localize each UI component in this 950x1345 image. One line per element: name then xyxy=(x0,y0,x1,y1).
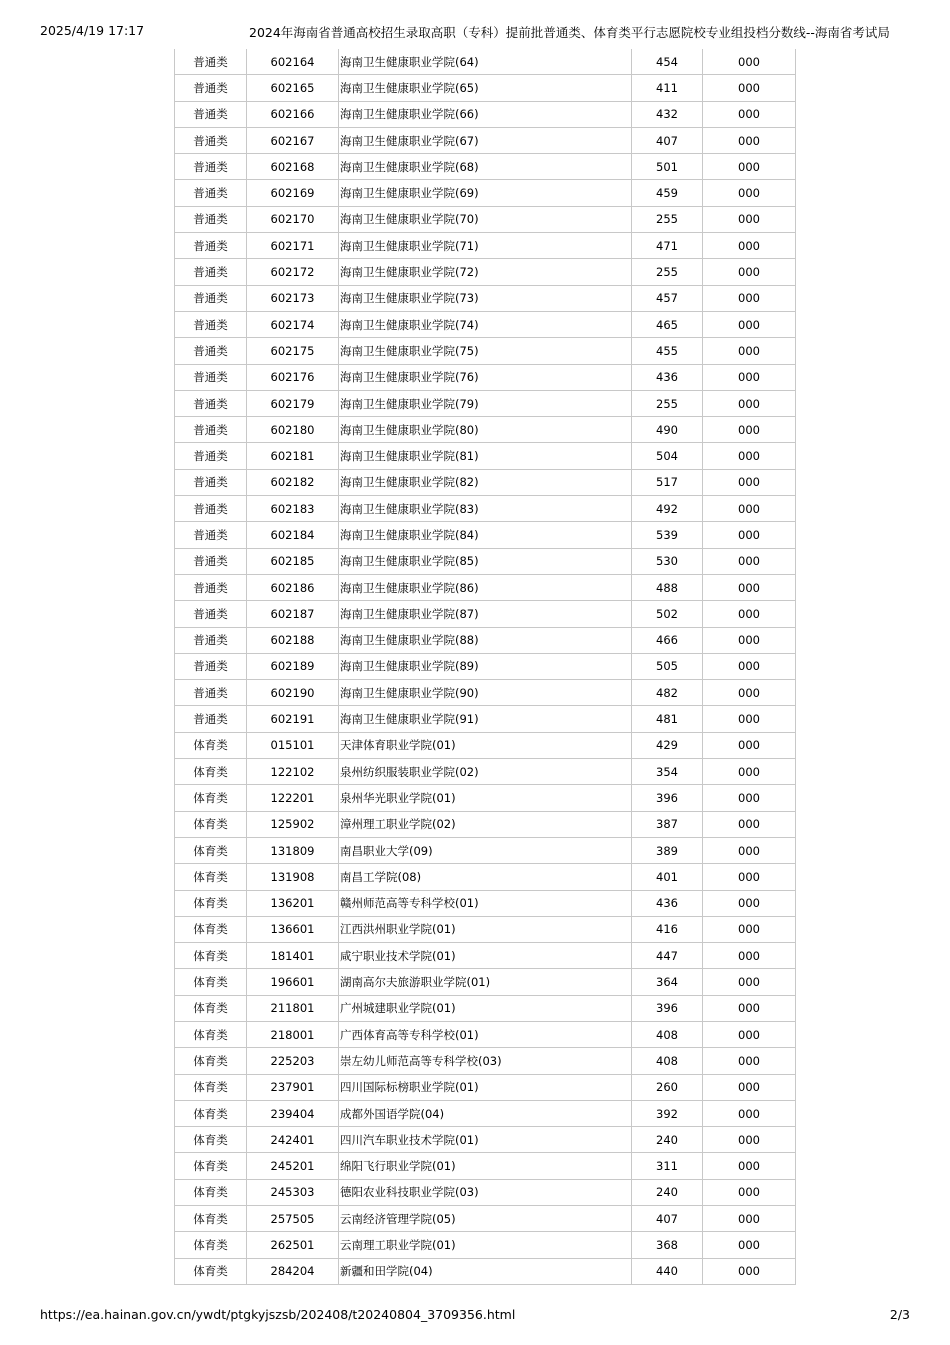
table-row xyxy=(175,943,796,969)
table-body xyxy=(175,49,796,1284)
table-row xyxy=(175,706,796,732)
rank-cell: 000 xyxy=(703,338,796,364)
rank-cell: 000 xyxy=(703,943,796,969)
rank-cell: 000 xyxy=(703,1258,796,1284)
school-name-cell: 泉州华光职业学院(01) xyxy=(339,785,632,811)
score-cell: 471 xyxy=(632,233,703,259)
score-cell: 466 xyxy=(632,627,703,653)
score-cell: 504 xyxy=(632,443,703,469)
group-code-cell: 131809 xyxy=(247,837,339,863)
category-cell: 体育类 xyxy=(175,1074,247,1100)
rank-cell: 000 xyxy=(703,548,796,574)
group-code-cell: 602185 xyxy=(247,548,339,574)
rank-cell: 000 xyxy=(703,1048,796,1074)
rank-cell: 000 xyxy=(703,916,796,942)
category-cell: 体育类 xyxy=(175,1179,247,1205)
school-name-cell: 成都外国语学院(04) xyxy=(339,1100,632,1126)
group-code-cell: 602176 xyxy=(247,364,339,390)
school-name-cell: 新疆和田学院(04) xyxy=(339,1258,632,1284)
score-cell: 501 xyxy=(632,154,703,180)
table-row xyxy=(175,732,796,758)
school-name-cell: 海南卫生健康职业学院(91) xyxy=(339,706,632,732)
school-name-cell: 海南卫生健康职业学院(69) xyxy=(339,180,632,206)
group-code-cell: 245303 xyxy=(247,1179,339,1205)
score-cell: 392 xyxy=(632,1100,703,1126)
rank-cell: 000 xyxy=(703,837,796,863)
group-code-cell: 602188 xyxy=(247,627,339,653)
category-cell: 普通类 xyxy=(175,338,247,364)
score-cell: 354 xyxy=(632,759,703,785)
category-cell: 普通类 xyxy=(175,127,247,153)
school-name-cell: 海南卫生健康职业学院(88) xyxy=(339,627,632,653)
school-name-cell: 云南理工职业学院(01) xyxy=(339,1232,632,1258)
group-code-cell: 602183 xyxy=(247,496,339,522)
group-code-cell: 602170 xyxy=(247,206,339,232)
score-cell: 488 xyxy=(632,574,703,600)
school-name-cell: 海南卫生健康职业学院(73) xyxy=(339,285,632,311)
score-cell: 429 xyxy=(632,732,703,758)
score-cell: 492 xyxy=(632,496,703,522)
page-url: https://ea.hainan.gov.cn/ywdt/ptgkyjszsb/202408/t20240804_3709356.html xyxy=(40,1307,516,1322)
school-name-cell: 天津体育职业学院(01) xyxy=(339,732,632,758)
category-cell: 体育类 xyxy=(175,1206,247,1232)
score-cell: 505 xyxy=(632,653,703,679)
table-row xyxy=(175,1153,796,1179)
group-code-cell: 196601 xyxy=(247,969,339,995)
group-code-cell: 602191 xyxy=(247,706,339,732)
group-code-cell: 602184 xyxy=(247,522,339,548)
table-row xyxy=(175,417,796,443)
table-row xyxy=(175,496,796,522)
school-name-cell: 广州城建职业学院(01) xyxy=(339,995,632,1021)
school-name-cell: 漳州理工职业学院(02) xyxy=(339,811,632,837)
category-cell: 普通类 xyxy=(175,49,247,75)
category-cell: 普通类 xyxy=(175,706,247,732)
school-name-cell: 海南卫生健康职业学院(72) xyxy=(339,259,632,285)
category-cell: 普通类 xyxy=(175,443,247,469)
score-cell: 440 xyxy=(632,1258,703,1284)
group-code-cell: 602187 xyxy=(247,601,339,627)
category-cell: 体育类 xyxy=(175,1100,247,1126)
table-row xyxy=(175,680,796,706)
group-code-cell: 015101 xyxy=(247,732,339,758)
table-row xyxy=(175,1100,796,1126)
school-name-cell: 海南卫生健康职业学院(81) xyxy=(339,443,632,469)
rank-cell: 000 xyxy=(703,995,796,1021)
rank-cell: 000 xyxy=(703,443,796,469)
score-cell: 368 xyxy=(632,1232,703,1258)
score-cell: 364 xyxy=(632,969,703,995)
score-cell: 311 xyxy=(632,1153,703,1179)
school-name-cell: 海南卫生健康职业学院(70) xyxy=(339,206,632,232)
table-row xyxy=(175,49,796,75)
group-code-cell: 602190 xyxy=(247,680,339,706)
table-row xyxy=(175,969,796,995)
table-row xyxy=(175,75,796,101)
group-code-cell: 211801 xyxy=(247,995,339,1021)
category-cell: 普通类 xyxy=(175,496,247,522)
school-name-cell: 咸宁职业技术学院(01) xyxy=(339,943,632,969)
table-row xyxy=(175,154,796,180)
category-cell: 普通类 xyxy=(175,101,247,127)
group-code-cell: 122201 xyxy=(247,785,339,811)
rank-cell: 000 xyxy=(703,680,796,706)
rank-cell: 000 xyxy=(703,653,796,679)
category-cell: 体育类 xyxy=(175,759,247,785)
rank-cell: 000 xyxy=(703,75,796,101)
admission-score-table xyxy=(174,49,796,1285)
category-cell: 普通类 xyxy=(175,522,247,548)
group-code-cell: 602179 xyxy=(247,390,339,416)
table-row xyxy=(175,233,796,259)
table-row xyxy=(175,338,796,364)
category-cell: 体育类 xyxy=(175,1232,247,1258)
table-row xyxy=(175,522,796,548)
score-cell: 454 xyxy=(632,49,703,75)
score-cell: 490 xyxy=(632,417,703,443)
score-cell: 517 xyxy=(632,469,703,495)
score-cell: 455 xyxy=(632,338,703,364)
score-cell: 401 xyxy=(632,864,703,890)
score-cell: 457 xyxy=(632,285,703,311)
category-cell: 体育类 xyxy=(175,837,247,863)
category-cell: 普通类 xyxy=(175,206,247,232)
score-cell: 240 xyxy=(632,1179,703,1205)
school-name-cell: 海南卫生健康职业学院(76) xyxy=(339,364,632,390)
group-code-cell: 602181 xyxy=(247,443,339,469)
print-datetime: 2025/4/19 17:17 xyxy=(40,23,145,38)
school-name-cell: 四川国际标榜职业学院(01) xyxy=(339,1074,632,1100)
table-row xyxy=(175,1206,796,1232)
category-cell: 体育类 xyxy=(175,1127,247,1153)
table-row xyxy=(175,180,796,206)
school-name-cell: 德阳农业科技职业学院(03) xyxy=(339,1179,632,1205)
category-cell: 普通类 xyxy=(175,390,247,416)
table-row xyxy=(175,390,796,416)
page-title: 2024年海南省普通高校招生录取高职（专科）提前批普通类、体育类平行志愿院校专业组投档分数线--海南省考试局 xyxy=(249,25,890,40)
table-row xyxy=(175,890,796,916)
group-code-cell: 131908 xyxy=(247,864,339,890)
rank-cell: 000 xyxy=(703,364,796,390)
rank-cell: 000 xyxy=(703,496,796,522)
table-row xyxy=(175,574,796,600)
table-row xyxy=(175,916,796,942)
rank-cell: 000 xyxy=(703,49,796,75)
group-code-cell: 602173 xyxy=(247,285,339,311)
group-code-cell: 239404 xyxy=(247,1100,339,1126)
group-code-cell: 284204 xyxy=(247,1258,339,1284)
school-name-cell: 海南卫生健康职业学院(86) xyxy=(339,574,632,600)
table-row xyxy=(175,469,796,495)
group-code-cell: 602165 xyxy=(247,75,339,101)
category-cell: 体育类 xyxy=(175,1153,247,1179)
score-cell: 260 xyxy=(632,1074,703,1100)
score-cell: 436 xyxy=(632,364,703,390)
rank-cell: 000 xyxy=(703,1074,796,1100)
category-cell: 体育类 xyxy=(175,864,247,890)
rank-cell: 000 xyxy=(703,390,796,416)
rank-cell: 000 xyxy=(703,732,796,758)
rank-cell: 000 xyxy=(703,127,796,153)
table-row xyxy=(175,364,796,390)
category-cell: 体育类 xyxy=(175,1048,247,1074)
school-name-cell: 崇左幼儿师范高等专科学校(03) xyxy=(339,1048,632,1074)
score-cell: 387 xyxy=(632,811,703,837)
table-row xyxy=(175,548,796,574)
score-cell: 530 xyxy=(632,548,703,574)
group-code-cell: 257505 xyxy=(247,1206,339,1232)
table-row xyxy=(175,1127,796,1153)
table-row xyxy=(175,1048,796,1074)
rank-cell: 000 xyxy=(703,259,796,285)
category-cell: 普通类 xyxy=(175,233,247,259)
school-name-cell: 海南卫生健康职业学院(90) xyxy=(339,680,632,706)
group-code-cell: 602166 xyxy=(247,101,339,127)
score-cell: 396 xyxy=(632,995,703,1021)
group-code-cell: 122102 xyxy=(247,759,339,785)
group-code-cell: 245201 xyxy=(247,1153,339,1179)
category-cell: 普通类 xyxy=(175,601,247,627)
group-code-cell: 602164 xyxy=(247,49,339,75)
school-name-cell: 海南卫生健康职业学院(83) xyxy=(339,496,632,522)
rank-cell: 000 xyxy=(703,601,796,627)
group-code-cell: 237901 xyxy=(247,1074,339,1100)
category-cell: 普通类 xyxy=(175,75,247,101)
category-cell: 普通类 xyxy=(175,180,247,206)
rank-cell: 000 xyxy=(703,706,796,732)
table-row xyxy=(175,1258,796,1284)
score-cell: 407 xyxy=(632,1206,703,1232)
school-name-cell: 云南经济管理学院(05) xyxy=(339,1206,632,1232)
group-code-cell: 602174 xyxy=(247,311,339,337)
score-cell: 465 xyxy=(632,311,703,337)
category-cell: 普通类 xyxy=(175,417,247,443)
table-row xyxy=(175,285,796,311)
table-row xyxy=(175,259,796,285)
score-cell: 389 xyxy=(632,837,703,863)
group-code-cell: 602175 xyxy=(247,338,339,364)
rank-cell: 000 xyxy=(703,1232,796,1258)
table-row xyxy=(175,995,796,1021)
rank-cell: 000 xyxy=(703,469,796,495)
school-name-cell: 海南卫生健康职业学院(67) xyxy=(339,127,632,153)
table-row xyxy=(175,811,796,837)
category-cell: 普通类 xyxy=(175,154,247,180)
rank-cell: 000 xyxy=(703,969,796,995)
score-cell: 255 xyxy=(632,206,703,232)
table-row xyxy=(175,837,796,863)
category-cell: 普通类 xyxy=(175,574,247,600)
rank-cell: 000 xyxy=(703,180,796,206)
score-cell: 482 xyxy=(632,680,703,706)
school-name-cell: 海南卫生健康职业学院(75) xyxy=(339,338,632,364)
rank-cell: 000 xyxy=(703,285,796,311)
score-cell: 408 xyxy=(632,1048,703,1074)
table-row xyxy=(175,127,796,153)
group-code-cell: 602189 xyxy=(247,653,339,679)
group-code-cell: 125902 xyxy=(247,811,339,837)
rank-cell: 000 xyxy=(703,1153,796,1179)
page-number: 2/3 xyxy=(889,1307,910,1322)
score-cell: 539 xyxy=(632,522,703,548)
score-cell: 255 xyxy=(632,259,703,285)
school-name-cell: 泉州纺织服装职业学院(02) xyxy=(339,759,632,785)
score-cell: 255 xyxy=(632,390,703,416)
rank-cell: 000 xyxy=(703,1100,796,1126)
category-cell: 普通类 xyxy=(175,364,247,390)
rank-cell: 000 xyxy=(703,233,796,259)
category-cell: 普通类 xyxy=(175,311,247,337)
rank-cell: 000 xyxy=(703,1179,796,1205)
category-cell: 普通类 xyxy=(175,285,247,311)
school-name-cell: 海南卫生健康职业学院(87) xyxy=(339,601,632,627)
school-name-cell: 绵阳飞行职业学院(01) xyxy=(339,1153,632,1179)
rank-cell: 000 xyxy=(703,101,796,127)
table-row xyxy=(175,311,796,337)
rank-cell: 000 xyxy=(703,811,796,837)
rank-cell: 000 xyxy=(703,1021,796,1047)
group-code-cell: 602168 xyxy=(247,154,339,180)
category-cell: 普通类 xyxy=(175,548,247,574)
rank-cell: 000 xyxy=(703,1206,796,1232)
category-cell: 体育类 xyxy=(175,785,247,811)
group-code-cell: 136601 xyxy=(247,916,339,942)
school-name-cell: 海南卫生健康职业学院(64) xyxy=(339,49,632,75)
table-row xyxy=(175,1074,796,1100)
category-cell: 普通类 xyxy=(175,469,247,495)
category-cell: 普通类 xyxy=(175,259,247,285)
school-name-cell: 赣州师范高等专科学校(01) xyxy=(339,890,632,916)
score-cell: 459 xyxy=(632,180,703,206)
group-code-cell: 602169 xyxy=(247,180,339,206)
category-cell: 体育类 xyxy=(175,995,247,1021)
school-name-cell: 海南卫生健康职业学院(89) xyxy=(339,653,632,679)
rank-cell: 000 xyxy=(703,864,796,890)
group-code-cell: 136201 xyxy=(247,890,339,916)
school-name-cell: 海南卫生健康职业学院(79) xyxy=(339,390,632,416)
category-cell: 体育类 xyxy=(175,916,247,942)
group-code-cell: 602171 xyxy=(247,233,339,259)
rank-cell: 000 xyxy=(703,522,796,548)
school-name-cell: 海南卫生健康职业学院(68) xyxy=(339,154,632,180)
table-row xyxy=(175,785,796,811)
score-cell: 396 xyxy=(632,785,703,811)
group-code-cell: 225203 xyxy=(247,1048,339,1074)
rank-cell: 000 xyxy=(703,574,796,600)
school-name-cell: 海南卫生健康职业学院(66) xyxy=(339,101,632,127)
group-code-cell: 262501 xyxy=(247,1232,339,1258)
group-code-cell: 602186 xyxy=(247,574,339,600)
table-row xyxy=(175,627,796,653)
school-name-cell: 海南卫生健康职业学院(74) xyxy=(339,311,632,337)
table-row xyxy=(175,759,796,785)
school-name-cell: 江西洪州职业学院(01) xyxy=(339,916,632,942)
score-cell: 411 xyxy=(632,75,703,101)
score-cell: 416 xyxy=(632,916,703,942)
group-code-cell: 218001 xyxy=(247,1021,339,1047)
score-cell: 432 xyxy=(632,101,703,127)
category-cell: 普通类 xyxy=(175,627,247,653)
score-cell: 240 xyxy=(632,1127,703,1153)
rank-cell: 000 xyxy=(703,206,796,232)
group-code-cell: 602182 xyxy=(247,469,339,495)
school-name-cell: 海南卫生健康职业学院(71) xyxy=(339,233,632,259)
rank-cell: 000 xyxy=(703,785,796,811)
group-code-cell: 602167 xyxy=(247,127,339,153)
school-name-cell: 湖南高尔夫旅游职业学院(01) xyxy=(339,969,632,995)
category-cell: 体育类 xyxy=(175,890,247,916)
school-name-cell: 海南卫生健康职业学院(84) xyxy=(339,522,632,548)
category-cell: 体育类 xyxy=(175,943,247,969)
group-code-cell: 181401 xyxy=(247,943,339,969)
score-cell: 436 xyxy=(632,890,703,916)
table-row xyxy=(175,601,796,627)
school-name-cell: 海南卫生健康职业学院(65) xyxy=(339,75,632,101)
category-cell: 体育类 xyxy=(175,732,247,758)
group-code-cell: 602172 xyxy=(247,259,339,285)
table-row xyxy=(175,1232,796,1258)
rank-cell: 000 xyxy=(703,311,796,337)
table-row xyxy=(175,653,796,679)
school-name-cell: 海南卫生健康职业学院(80) xyxy=(339,417,632,443)
rank-cell: 000 xyxy=(703,154,796,180)
category-cell: 体育类 xyxy=(175,969,247,995)
rank-cell: 000 xyxy=(703,1127,796,1153)
table-row xyxy=(175,443,796,469)
table-row xyxy=(175,1021,796,1047)
school-name-cell: 海南卫生健康职业学院(85) xyxy=(339,548,632,574)
rank-cell: 000 xyxy=(703,627,796,653)
category-cell: 体育类 xyxy=(175,1021,247,1047)
school-name-cell: 南昌工学院(08) xyxy=(339,864,632,890)
score-cell: 502 xyxy=(632,601,703,627)
category-cell: 体育类 xyxy=(175,1258,247,1284)
table-row xyxy=(175,101,796,127)
rank-cell: 000 xyxy=(703,890,796,916)
table-row xyxy=(175,1179,796,1205)
rank-cell: 000 xyxy=(703,759,796,785)
school-name-cell: 四川汽车职业技术学院(01) xyxy=(339,1127,632,1153)
school-name-cell: 广西体育高等专科学校(01) xyxy=(339,1021,632,1047)
score-cell: 481 xyxy=(632,706,703,732)
score-cell: 408 xyxy=(632,1021,703,1047)
score-cell: 407 xyxy=(632,127,703,153)
score-cell: 447 xyxy=(632,943,703,969)
category-cell: 普通类 xyxy=(175,653,247,679)
category-cell: 体育类 xyxy=(175,811,247,837)
school-name-cell: 海南卫生健康职业学院(82) xyxy=(339,469,632,495)
group-code-cell: 602180 xyxy=(247,417,339,443)
school-name-cell: 南昌职业大学(09) xyxy=(339,837,632,863)
table-row xyxy=(175,206,796,232)
table-row xyxy=(175,864,796,890)
group-code-cell: 242401 xyxy=(247,1127,339,1153)
rank-cell: 000 xyxy=(703,417,796,443)
category-cell: 普通类 xyxy=(175,680,247,706)
